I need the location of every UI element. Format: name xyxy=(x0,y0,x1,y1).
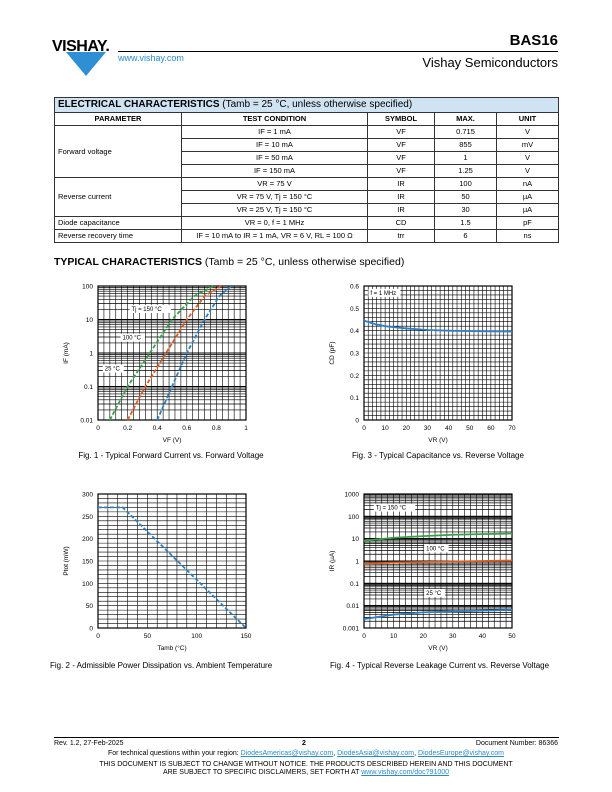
series-label: Tj = 150 °C xyxy=(375,505,407,512)
series-label: 25 °C xyxy=(104,366,120,373)
separator: , xyxy=(333,750,336,757)
y-tick-label: 0.4 xyxy=(349,328,359,336)
fig1-caption: Fig. 1 - Typical Forward Current vs. Forward Voltage xyxy=(78,451,264,460)
table-row xyxy=(55,126,559,139)
x-tick-label: 40 xyxy=(478,633,487,640)
x-tick-label: 0.2 xyxy=(123,425,133,432)
y-tick-label: 300 xyxy=(82,491,93,499)
sym-cell: VF xyxy=(368,139,435,152)
table-title: ELECTRICAL CHARACTERISTICS xyxy=(58,99,220,110)
x-tick-label: 60 xyxy=(487,425,495,432)
y-tick-label: 150 xyxy=(82,558,93,566)
table-caption xyxy=(55,98,559,113)
cond-cell: IF = 150 mA xyxy=(182,165,368,178)
fig3-caption: Fig. 3 - Typical Capacitance vs. Reverse Voltage xyxy=(352,451,524,460)
cond-cell: IF = 10 mA to IR = 1 mA, VR = 6 V, RL = 100 Ω xyxy=(182,230,368,243)
sym-cell: IR xyxy=(368,191,435,204)
y-tick-label: 250 xyxy=(82,513,93,521)
param-cell: Reverse current xyxy=(55,178,182,217)
sym-cell: VF xyxy=(368,165,435,178)
max-cell: 50 xyxy=(435,191,497,204)
x-tick-label: 50 xyxy=(466,425,474,432)
x-axis-label: VF (V) xyxy=(162,437,182,444)
header-unit: UNIT xyxy=(497,113,559,126)
unit-cell: nA xyxy=(497,178,559,191)
footer-doc-number: Document Number: 86366 xyxy=(475,740,558,747)
x-tick-label: 10 xyxy=(389,633,398,640)
x-axis-label: VR (V) xyxy=(428,437,448,444)
fig1-forward-current-chart xyxy=(56,278,266,448)
separator: , xyxy=(414,750,417,757)
sym-cell: VF xyxy=(368,152,435,165)
unit-cell: V xyxy=(497,126,559,139)
y-axis-label: CD (pF) xyxy=(329,341,336,365)
footer-page-number: 2 xyxy=(302,740,306,747)
fig3-capacitance-chart xyxy=(322,278,532,448)
y-tick-label: 0.1 xyxy=(349,395,359,403)
fig2-power-dissipation-chart xyxy=(56,486,266,656)
chart-annotation: f = 1 MHz xyxy=(370,290,397,297)
unit-cell: pF xyxy=(497,217,559,230)
x-tick-label: 40 xyxy=(444,425,453,432)
cond-cell: VR = 25 V, Tj = 150 °C xyxy=(182,204,368,217)
typ-title: TYPICAL CHARACTERISTICS xyxy=(54,256,202,268)
param-cell: Reverse recovery time xyxy=(55,230,182,243)
x-tick-label: 0 xyxy=(362,633,366,640)
disclaimer-link[interactable]: www.vishay.com/doc?91000 xyxy=(361,769,450,776)
y-tick-label: 100 xyxy=(82,283,93,291)
y-tick-label: 0.1 xyxy=(349,580,359,588)
y-tick-label: 100 xyxy=(82,580,93,588)
x-tick-label: 0.6 xyxy=(182,425,192,432)
x-tick-label: 1 xyxy=(244,425,248,432)
sym-cell: trr xyxy=(368,230,435,243)
email-americas-link[interactable]: DiodesAmericas@vishay.com xyxy=(240,750,334,757)
sym-cell: IR xyxy=(368,178,435,191)
y-tick-label: 0.01 xyxy=(346,603,359,611)
y-tick-label: 50 xyxy=(85,603,93,611)
x-tick-label: 0 xyxy=(96,425,100,432)
x-tick-label: 10 xyxy=(381,425,389,432)
unit-cell: µA xyxy=(497,191,559,204)
y-tick-label: 0.6 xyxy=(349,283,359,291)
fig4-reverse-leakage-chart xyxy=(322,486,532,656)
footer-disclaimer-line1: THIS DOCUMENT IS SUBJECT TO CHANGE WITHOUT NOTICE. THE PRODUCTS DESCRIBED HEREIN AND THIS DOCUMENT xyxy=(99,761,513,768)
y-axis-label: IF (mA) xyxy=(63,342,70,364)
y-tick-label: 10 xyxy=(85,317,93,324)
max-cell: 1 xyxy=(435,152,497,165)
unit-cell: mV xyxy=(497,139,559,152)
x-tick-label: 30 xyxy=(449,633,457,640)
y-tick-label: 100 xyxy=(348,513,359,521)
part-number: BAS16 xyxy=(509,32,558,49)
max-cell: 0.715 xyxy=(435,126,497,139)
footer-rule xyxy=(54,737,559,738)
series-label: 100 °C xyxy=(426,546,445,553)
y-tick-label: 200 xyxy=(82,536,93,544)
y-axis-label: Ptot (mW) xyxy=(63,546,70,576)
table-row xyxy=(55,217,559,230)
max-cell: 30 xyxy=(435,204,497,217)
company-name: Vishay Semiconductors xyxy=(422,55,558,70)
param-cell: Forward voltage xyxy=(55,126,182,178)
y-tick-label: 0.3 xyxy=(349,350,359,358)
x-tick-label: 0.4 xyxy=(152,425,162,432)
fig4-caption: Fig. 4 - Typical Reverse Leakage Current vs. Reverse Voltage xyxy=(330,661,550,670)
email-asia-link[interactable]: DiodesAsia@vishay.com xyxy=(337,750,415,757)
x-axis-label: VR (V) xyxy=(428,645,448,652)
y-tick-label: 0.2 xyxy=(349,372,359,380)
typ-condition: (Tamb = 25 °C, unless otherwise specified) xyxy=(204,256,405,268)
x-tick-label: 0.8 xyxy=(211,425,221,432)
series-label: 100 °C xyxy=(122,335,141,342)
cond-cell: VR = 75 V xyxy=(182,178,368,191)
cond-cell: IF = 1 mA xyxy=(182,126,368,139)
footer-disclaimer-line2 xyxy=(0,769,612,776)
y-tick-label: 0.1 xyxy=(83,384,93,391)
max-cell: 6 xyxy=(435,230,497,243)
series-label: 25 °C xyxy=(426,591,442,598)
y-tick-label: 0 xyxy=(89,625,93,633)
y-tick-label: 0 xyxy=(355,417,359,425)
disclaimer-text: ARE SUBJECT TO SPECIFIC DISCLAIMERS, SET FORTH AT xyxy=(162,769,360,776)
unit-cell: V xyxy=(497,165,559,178)
y-axis-label: IR (µA) xyxy=(329,550,336,572)
x-axis-label: Tamb (°C) xyxy=(157,645,187,652)
y-tick-label: 1000 xyxy=(344,491,359,499)
unit-cell: V xyxy=(497,152,559,165)
email-europe-link[interactable]: DiodesEurope@vishay.com xyxy=(418,750,505,757)
cond-cell: VR = 0, f = 1 MHz xyxy=(182,217,368,230)
cond-cell: IF = 10 mA xyxy=(182,139,368,152)
footer-revision: Rev. 1.2, 27-Feb-2025 xyxy=(54,740,124,747)
questions-text: For technical questions within your region: xyxy=(107,750,239,757)
x-tick-label: 50 xyxy=(143,633,151,640)
param-cell: Diode capacitance xyxy=(55,217,182,230)
y-tick-label: 10 xyxy=(351,536,359,544)
table-row xyxy=(55,178,559,191)
typical-characteristics-heading xyxy=(54,256,404,268)
x-tick-label: 70 xyxy=(508,425,516,432)
max-cell: 1.25 xyxy=(435,165,497,178)
x-tick-label: 50 xyxy=(508,633,516,640)
unit-cell: ns xyxy=(497,230,559,243)
sym-cell: CD xyxy=(368,217,435,230)
x-tick-label: 0 xyxy=(96,633,100,640)
sym-cell: IR xyxy=(368,204,435,217)
max-cell: 100 xyxy=(435,178,497,191)
footer-questions xyxy=(0,750,612,757)
cond-cell: IF = 50 mA xyxy=(182,152,368,165)
header-parameter: PARAMETER xyxy=(55,113,182,126)
header-rule xyxy=(118,51,558,52)
x-tick-label: 20 xyxy=(402,425,410,432)
series-label: Tj = 150 °C xyxy=(131,306,162,313)
x-tick-label: 20 xyxy=(419,633,427,640)
sym-cell: VF xyxy=(368,126,435,139)
max-cell: 1.5 xyxy=(435,217,497,230)
header-test-condition: TEST CONDITION xyxy=(182,113,368,126)
x-tick-label: 150 xyxy=(240,633,252,640)
y-tick-label: 1 xyxy=(355,558,359,566)
header-max: MAX. xyxy=(435,113,497,126)
x-tick-label: 0 xyxy=(362,425,366,432)
y-tick-label: 0.001 xyxy=(342,625,359,633)
vishay-logo: VISHAY. xyxy=(52,38,110,55)
y-tick-label: 0.5 xyxy=(349,305,359,313)
fig2-caption: Fig. 2 - Admissible Power Dissipation vs. Ambient Temperature xyxy=(50,661,273,670)
x-tick-label: 30 xyxy=(423,425,432,432)
unit-cell: µA xyxy=(497,204,559,217)
max-cell: 855 xyxy=(435,139,497,152)
x-tick-label: 100 xyxy=(191,633,203,640)
cond-cell: VR = 75 V, Tj = 150 °C xyxy=(182,191,368,204)
y-tick-label: 0.01 xyxy=(80,417,93,425)
table-condition: (Tamb = 25 °C, unless otherwise specified) xyxy=(222,99,413,110)
electrical-characteristics-table xyxy=(54,97,559,243)
website-link[interactable]: www.vishay.com xyxy=(118,53,184,63)
header-symbol: SYMBOL xyxy=(368,113,435,126)
y-tick-label: 1 xyxy=(89,350,93,358)
table-row xyxy=(55,230,559,243)
